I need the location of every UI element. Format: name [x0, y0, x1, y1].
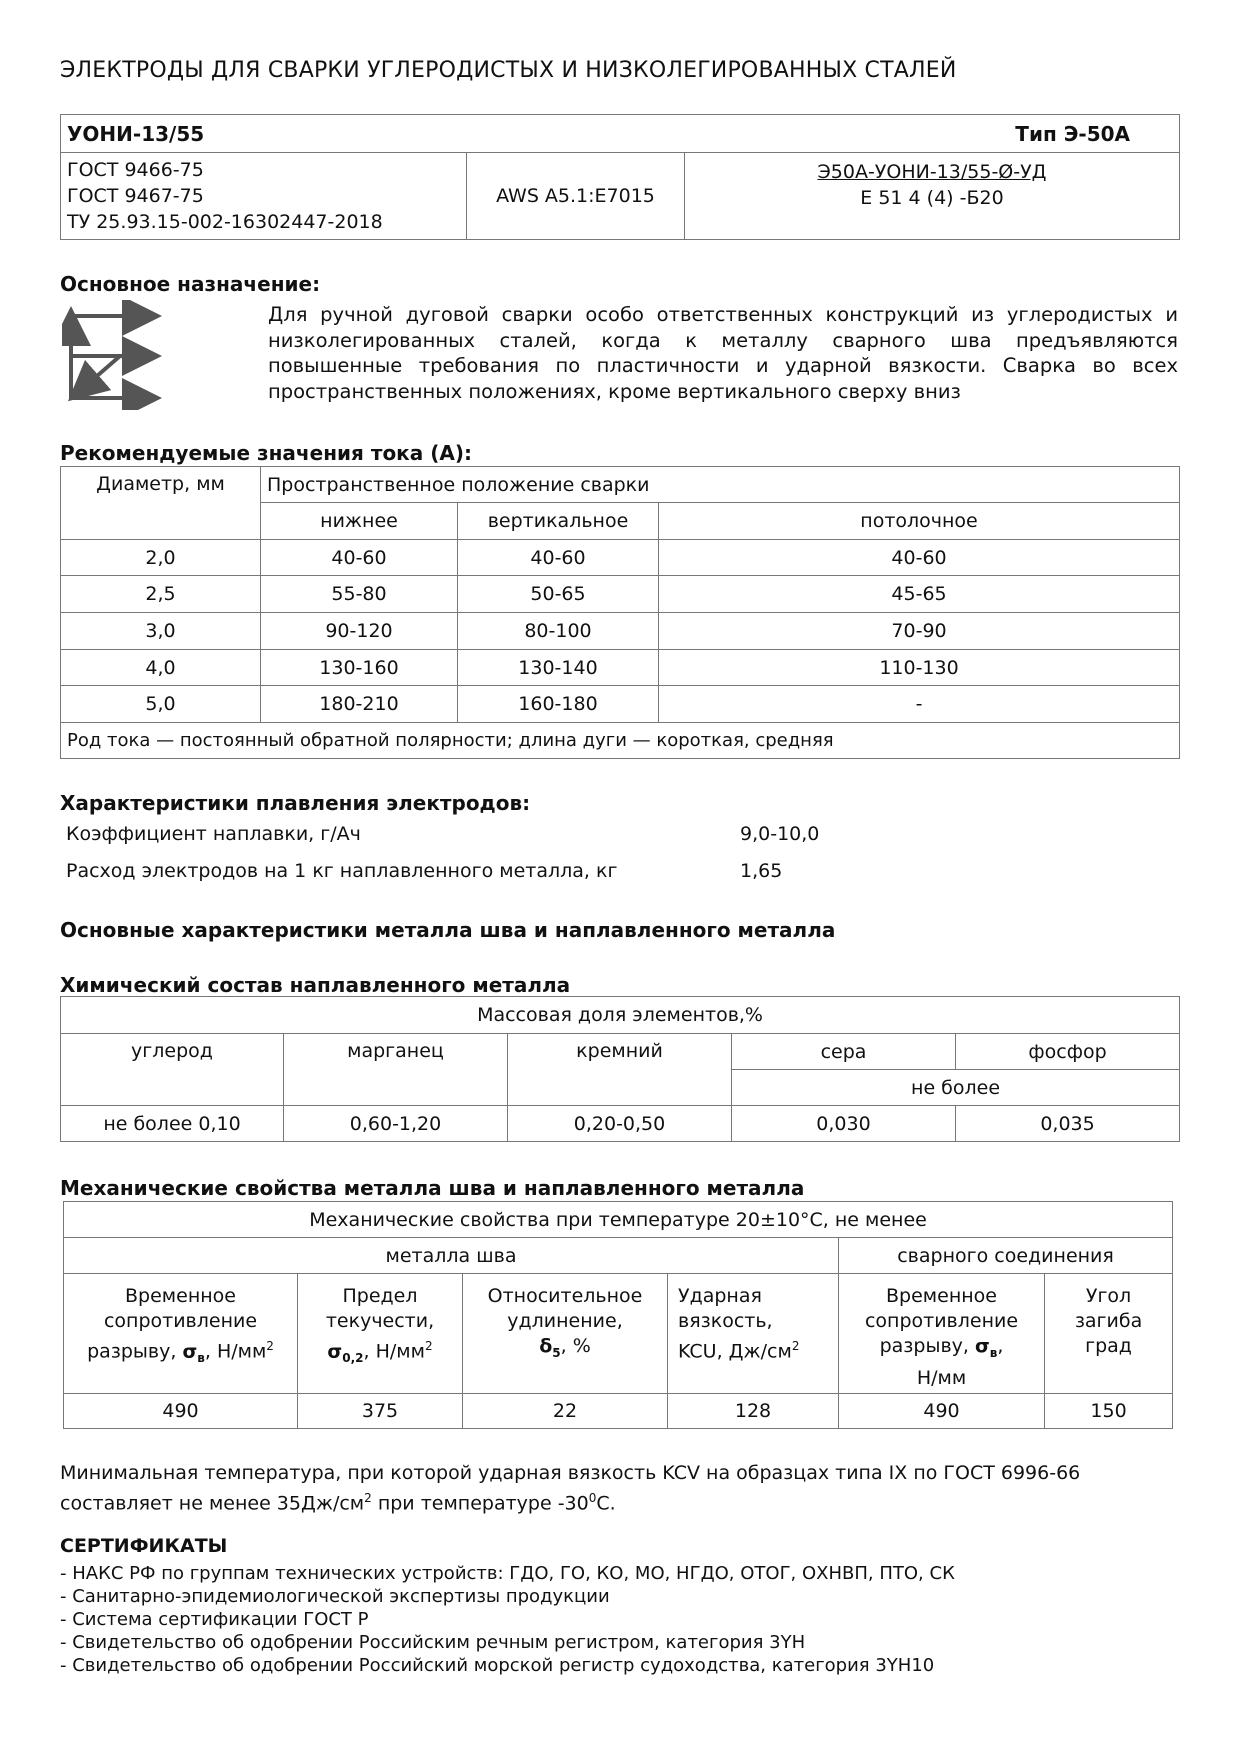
text: KCU, Дж/см [678, 1340, 792, 1363]
subscript: в [197, 1351, 205, 1366]
header-line [839, 1334, 1044, 1366]
melting-heading: Характеристики плавления электродов: [60, 791, 531, 815]
col-tensile-strength [64, 1274, 298, 1394]
cell: 128 [668, 1394, 839, 1429]
gost-line: ГОСТ 9466-75 [67, 159, 204, 181]
col-overhead: потолочное [659, 503, 1180, 540]
text: при температуре -30 [371, 1492, 589, 1515]
purpose-heading: Основное назначение: [60, 272, 321, 296]
superscript: 0 [588, 1491, 597, 1505]
table-row [61, 686, 1180, 723]
cell: 3,0 [61, 613, 261, 650]
purpose-text: Для ручной дуговой сварки особо ответственных конструкций из углеродистых и низколегированных сталей, когда к металлу сварного шва предъявляются повышенные требования по пластичности и ударной вязкости. Сварка во всех пространственных положениях, кроме вертикального сверху вниз [268, 303, 1178, 403]
col-bend-angle [1045, 1274, 1173, 1394]
kcv-line [60, 1486, 1180, 1516]
header-table [60, 114, 1180, 240]
col-silicon: кремний [508, 1034, 732, 1106]
melting-value: 9,0-10,0 [740, 823, 820, 845]
col-vertical: вертикальное [458, 503, 659, 540]
cell: - [659, 686, 1180, 723]
text: разрыву, [879, 1335, 975, 1357]
group-welded-joint: сварного соединения [839, 1238, 1173, 1274]
certificates-heading: СЕРТИФИКАТЫ [60, 1535, 228, 1557]
text: , Н/мм [363, 1340, 425, 1363]
table-row [61, 650, 1180, 686]
cell: 0,20-0,50 [508, 1106, 732, 1142]
subscript: 0,2 [342, 1351, 364, 1366]
product-type: Тип Э-50А [1015, 121, 1131, 146]
current-heading: Рекомендуемые значения тока (А): [60, 441, 472, 465]
table-row [61, 613, 1180, 650]
cell: 110-130 [659, 650, 1180, 686]
superscript: 2 [424, 1339, 433, 1353]
header-line [298, 1334, 462, 1371]
table-row [61, 1106, 1180, 1142]
header-line: удлинение, [507, 1310, 623, 1332]
symbol: δ [539, 1335, 553, 1357]
mech-heading: Механические свойства металла шва и наплавленного металла [60, 1176, 805, 1200]
text: составляет не менее 35Дж/см [60, 1492, 365, 1515]
gost-line: ГОСТ 9467-75 [67, 185, 204, 207]
header-line [64, 1334, 297, 1371]
cell: 55-80 [261, 576, 458, 613]
symbol: σ [974, 1335, 990, 1357]
current-table [60, 466, 1180, 759]
text: С. [596, 1492, 616, 1515]
cell: не более 0,10 [61, 1106, 284, 1142]
header-line [678, 1334, 838, 1364]
chem-top-header: Массовая доля элементов,% [61, 997, 1180, 1034]
product-brand: УОНИ-13/55 [67, 121, 205, 146]
welding-positions-icon [62, 300, 162, 410]
main-characteristics-heading: Основные характеристики металла шва и наплавленного металла [60, 918, 836, 942]
cell: 4,0 [61, 650, 261, 686]
designation-line: Е 51 4 (4) -Б20 [860, 187, 1004, 209]
header-line: сопротивление [864, 1310, 1019, 1332]
list-item: - Система сертификации ГОСТ Р [60, 1609, 369, 1630]
cell: 0,60-1,20 [284, 1106, 508, 1142]
cell: 90-120 [261, 613, 458, 650]
not-more-label: не более [732, 1070, 1180, 1106]
current-note: Род тока — постоянный обратной полярности; длина дуги — короткая, средняя [61, 723, 1180, 759]
aws-classification: AWS A5.1:E7015 [467, 153, 685, 240]
header-line: сопротивление [103, 1310, 258, 1332]
col-yield-strength [298, 1274, 463, 1394]
designation-line: Э50А-УОНИ-13/55-Ø-УД [817, 161, 1047, 183]
table-row [64, 1394, 1173, 1429]
col-diameter: Диаметр, мм [61, 467, 261, 540]
chem-heading: Химический состав наплавленного металла [60, 973, 571, 997]
superscript: 2 [364, 1491, 372, 1505]
text: , [997, 1335, 1004, 1357]
header-line: загиба [1074, 1310, 1143, 1332]
list-item: - Свидетельство об одобрении Российским речным регистром, категория 3YH [60, 1632, 806, 1653]
header-line: Угол [1085, 1285, 1132, 1307]
gost-cell [61, 153, 467, 240]
cell: 70-90 [659, 613, 1180, 650]
header-line: текучести, [325, 1310, 435, 1332]
header-line: вязкость, [678, 1310, 773, 1332]
cell: 5,0 [61, 686, 261, 723]
cell: 160-180 [458, 686, 659, 723]
cell: 40-60 [261, 540, 458, 576]
cell: 180-210 [261, 686, 458, 723]
cell: 45-65 [659, 576, 1180, 613]
header-line: Предел [342, 1285, 418, 1307]
list-item: - Свидетельство об одобрении Российский морской регистр судоходства, категория 3YH10 [60, 1655, 935, 1676]
cell: 2,5 [61, 576, 261, 613]
header-line: Временное [886, 1285, 997, 1307]
header-line [463, 1334, 667, 1366]
kcv-line: Минимальная температура, при которой ударная вязкость KCV на образцах типа IX по ГОСТ 6996-66 [60, 1462, 1081, 1484]
mech-table [63, 1201, 1173, 1429]
cell: 2,0 [61, 540, 261, 576]
cell: 0,035 [956, 1106, 1180, 1142]
superscript: 2 [791, 1339, 800, 1353]
header-line: Временное [125, 1285, 236, 1307]
designation-cell [685, 153, 1180, 240]
col-joint-tensile-strength [839, 1274, 1045, 1394]
header-line: Н/мм [916, 1366, 967, 1389]
list-item: - НАКС РФ по группам технических устройств: ГДО, ГО, КО, МО, НГДО, ОТОГ, ОХНВП, ПТО, СК [60, 1563, 955, 1584]
header-line: Ударная [678, 1285, 762, 1307]
group-weld-metal: металла шва [64, 1238, 839, 1274]
col-carbon: углерод [61, 1034, 284, 1106]
table-row [61, 540, 1180, 576]
text: , Н/мм [204, 1340, 267, 1363]
chem-table [60, 996, 1180, 1142]
subscript: 5 [552, 1345, 561, 1360]
header-title-row [61, 115, 1180, 153]
cell: 150 [1045, 1394, 1173, 1429]
cell: 40-60 [659, 540, 1180, 576]
col-manganese: марганец [284, 1034, 508, 1106]
cell: 0,030 [732, 1106, 956, 1142]
mech-top-header: Механические свойства при температуре 20±10°С, не менее [64, 1202, 1173, 1238]
cell: 22 [463, 1394, 668, 1429]
certificates-list [60, 1562, 1180, 1677]
cell: 490 [64, 1394, 298, 1429]
gost-line: ТУ 25.93.15-002-16302447-2018 [67, 211, 383, 233]
document-title: ЭЛЕКТРОДЫ ДЛЯ СВАРКИ УГЛЕРОДИСТЫХ И НИЗКОЛЕГИРОВАННЫХ СТАЛЕЙ [60, 58, 957, 83]
cell: 130-140 [458, 650, 659, 686]
cell: 375 [298, 1394, 463, 1429]
superscript: 2 [266, 1339, 274, 1353]
table-row [61, 576, 1180, 613]
cell: 40-60 [458, 540, 659, 576]
col-elongation [463, 1274, 668, 1394]
header-line: Относительное [487, 1285, 643, 1307]
melting-label: Расход электродов на 1 кг наплавленного металла, кг [66, 860, 618, 882]
kcv-paragraph [60, 1461, 1180, 1516]
col-impact-strength [668, 1274, 839, 1394]
col-sulfur: сера [732, 1034, 956, 1070]
cell: 130-160 [261, 650, 458, 686]
col-bottom: нижнее [261, 503, 458, 540]
symbol: σ [327, 1340, 343, 1363]
list-item: - Санитарно-эпидемиологической экспертизы продукции [60, 1586, 610, 1607]
melting-label: Коэффициент наплавки, г/Ач [66, 823, 361, 845]
col-position: Пространственное положение сварки [261, 467, 1180, 503]
melting-value: 1,65 [740, 860, 783, 882]
symbol: σ [182, 1340, 198, 1363]
cell: 50-65 [458, 576, 659, 613]
text: , % [560, 1335, 591, 1357]
cell: 490 [839, 1394, 1045, 1429]
subscript: в [989, 1345, 998, 1360]
col-phosphorus: фосфор [956, 1034, 1180, 1070]
header-line: град [1085, 1335, 1132, 1357]
text: разрыву, [87, 1340, 183, 1363]
cell: 80-100 [458, 613, 659, 650]
